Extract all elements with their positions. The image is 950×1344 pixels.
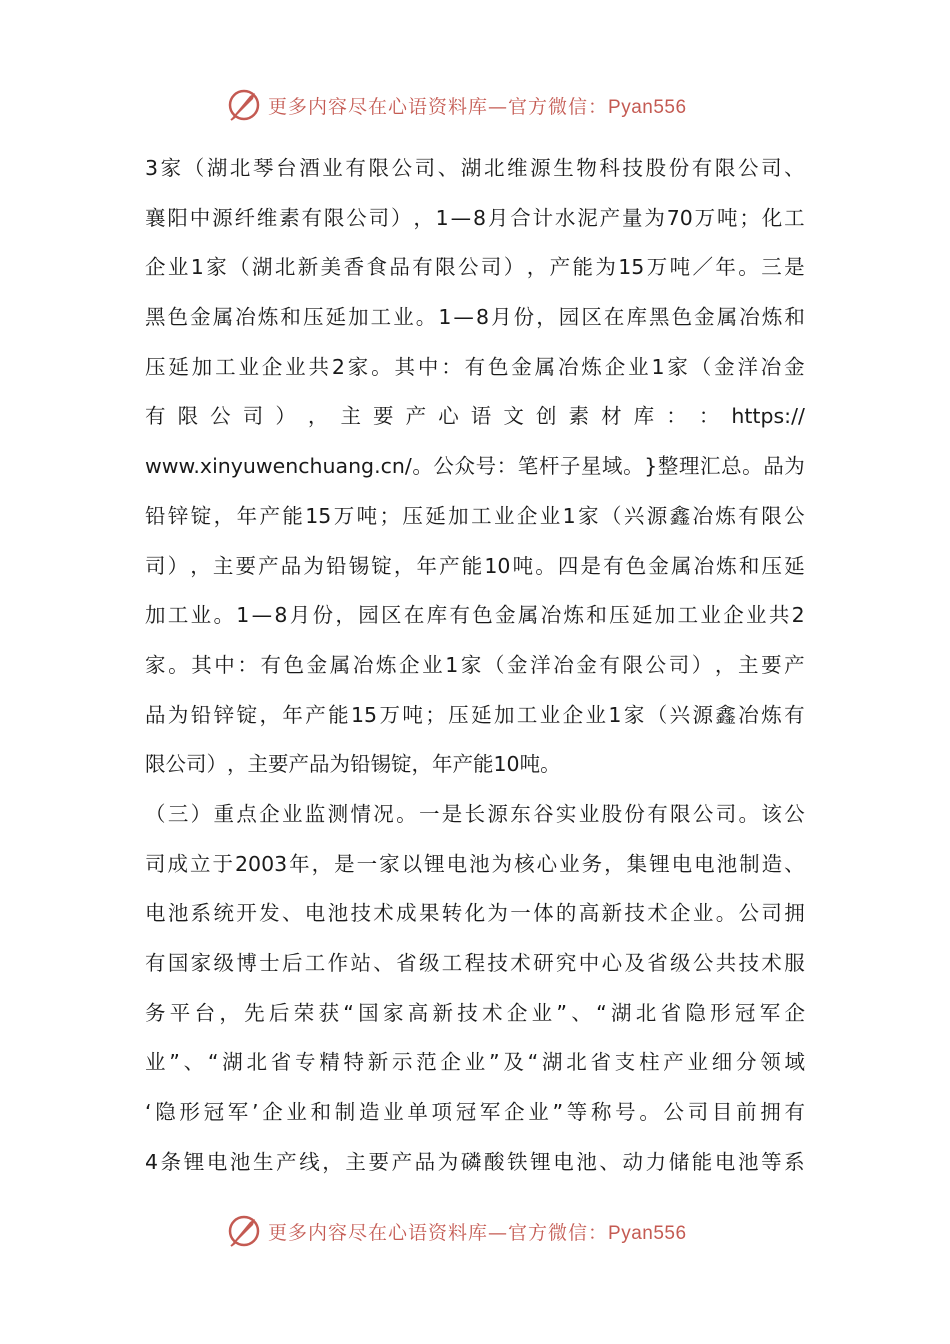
document-body	[145, 144, 805, 1187]
text-line: 限 公 司 ） ， 主 要 产 品 为 铅 锡 锭 ， 年 产 能 10 吨 。	[145, 752, 561, 777]
text-line: 业 ” 、 “ 湖 北 省 专 精 特 新 示 范 企 业 ” 及 “ 湖 北 省 支 柱 产 业 细 分 领 域	[145, 1050, 805, 1075]
text-line: 铅 锌 锭 ， 年 产 能 15 万 吨 ； 压 延 加 工 业 企 业 1 家 （ 兴 源 鑫 冶 炼 有 限 公	[145, 503, 805, 528]
quill-logo-icon	[226, 1213, 262, 1249]
text-line: 品 为 铅 锌 锭 ， 年 产 能 15 万 吨 ； 压 延 加 工 业 企 业 1 家 （ 兴 源 鑫 冶 炼 有	[145, 702, 805, 727]
footer-banner	[226, 1210, 746, 1252]
text-line: 黑 色 金 属 冶 炼 和 压 延 加 工 业 。 1 — 8 月 份 ， 园 区 在 库 黑 色 金 属 冶 炼 和	[145, 305, 805, 330]
text-line: 务 平 台 ， 先 后 荣 获 “ 国 家 高 新 技 术 企 业 ” 、 “ 湖 北 省 隐 形 冠 军 企	[145, 1000, 805, 1025]
quill-logo-icon	[226, 87, 262, 123]
text-line: 加 工 业 。 1 — 8 月 份 ， 园 区 在 库 有 色 金 属 冶 炼 和 压 延 加 工 业 企 业 共 2	[145, 603, 805, 628]
header-banner	[226, 84, 746, 126]
text-line: 家 。 其 中 ： 有 色 金 属 冶 炼 企 业 1 家 （ 金 洋 冶 金 有 限 公 司 ） ， 主 要 产	[145, 652, 805, 677]
text-line: 有 国 家 级 博 士 后 工 作 站 、 省 级 工 程 技 术 研 究 中 心 及 省 级 公 共 技 术 服	[145, 951, 805, 975]
text-line: 电 池 系 统 开 发 、 电 池 技 术 成 果 转 化 为 一 体 的 高 新 技 术 企 业 。 公 司 拥	[145, 901, 805, 926]
header-banner-text: 更多内容尽在心语资料库—官方微信：Pyan556	[268, 95, 687, 118]
header-wechat-id: Pyan556	[608, 96, 687, 118]
text-line: 襄 阳 中 源 纤 维 素 有 限 公 司 ） ， 1 — 8 月 合 计 水 泥 产 量 为 70 万 吨 ； 化 工	[145, 205, 805, 230]
text-line: 压 延 加 工 业 企 业 共 2 家 。 其 中 ： 有 色 金 属 冶 炼 企 业 1 家 （ 金 洋 冶 金	[145, 354, 805, 379]
footer-wechat-id: Pyan556	[608, 1222, 687, 1244]
text-line: 有 限 公 司 ） ， 主 要 产 心 语 文 创 素 材 库 ： ： https://	[145, 404, 805, 429]
text-line: 司 成 立 于 2003 年 ， 是 一 家 以 锂 电 池 为 核 心 业 务 ， 集 锂 电 电 池 制 造 、	[145, 851, 805, 876]
text-line: ‘ 隐 形 冠 军 ’ 企 业 和 制 造 业 单 项 冠 军 企 业 ” 等 称 号 。 公 司 目 前 拥 有	[145, 1100, 805, 1125]
text-line: www.xinyuwenchuang.cn/ 。 公 众 号 ： 笔 杆 子 星 域 。 } 整 理 汇 总 。 品 为	[145, 454, 805, 479]
text-line: 3 家 （ 湖 北 琴 台 酒 业 有 限 公 司 、 湖 北 维 源 生 物 科 技 股 份 有 限 公 司 、	[145, 156, 805, 180]
text-line: 司 ） ， 主 要 产 品 为 铅 锡 锭 ， 年 产 能 10 吨 。 四 是 有 色 金 属 冶 炼 和 压 延	[145, 553, 805, 578]
footer-banner-text: 更多内容尽在心语资料库—官方微信：Pyan556	[268, 1221, 687, 1244]
text-line: 4 条 锂 电 池 生 产 线 ， 主 要 产 品 为 磷 酸 铁 锂 电 池 、 动 力 储 能 电 池 等 系	[145, 1149, 805, 1174]
text-line: 企 业 1 家 （ 湖 北 新 美 香 食 品 有 限 公 司 ） ， 产 能 为 15 万 吨 ／ 年 。 三 是	[145, 255, 805, 280]
text-line: （ 三 ） 重 点 企 业 监 测 情 况 。 一 是 长 源 东 谷 实 业 股 份 有 限 公 司 。 该 公	[145, 801, 805, 826]
